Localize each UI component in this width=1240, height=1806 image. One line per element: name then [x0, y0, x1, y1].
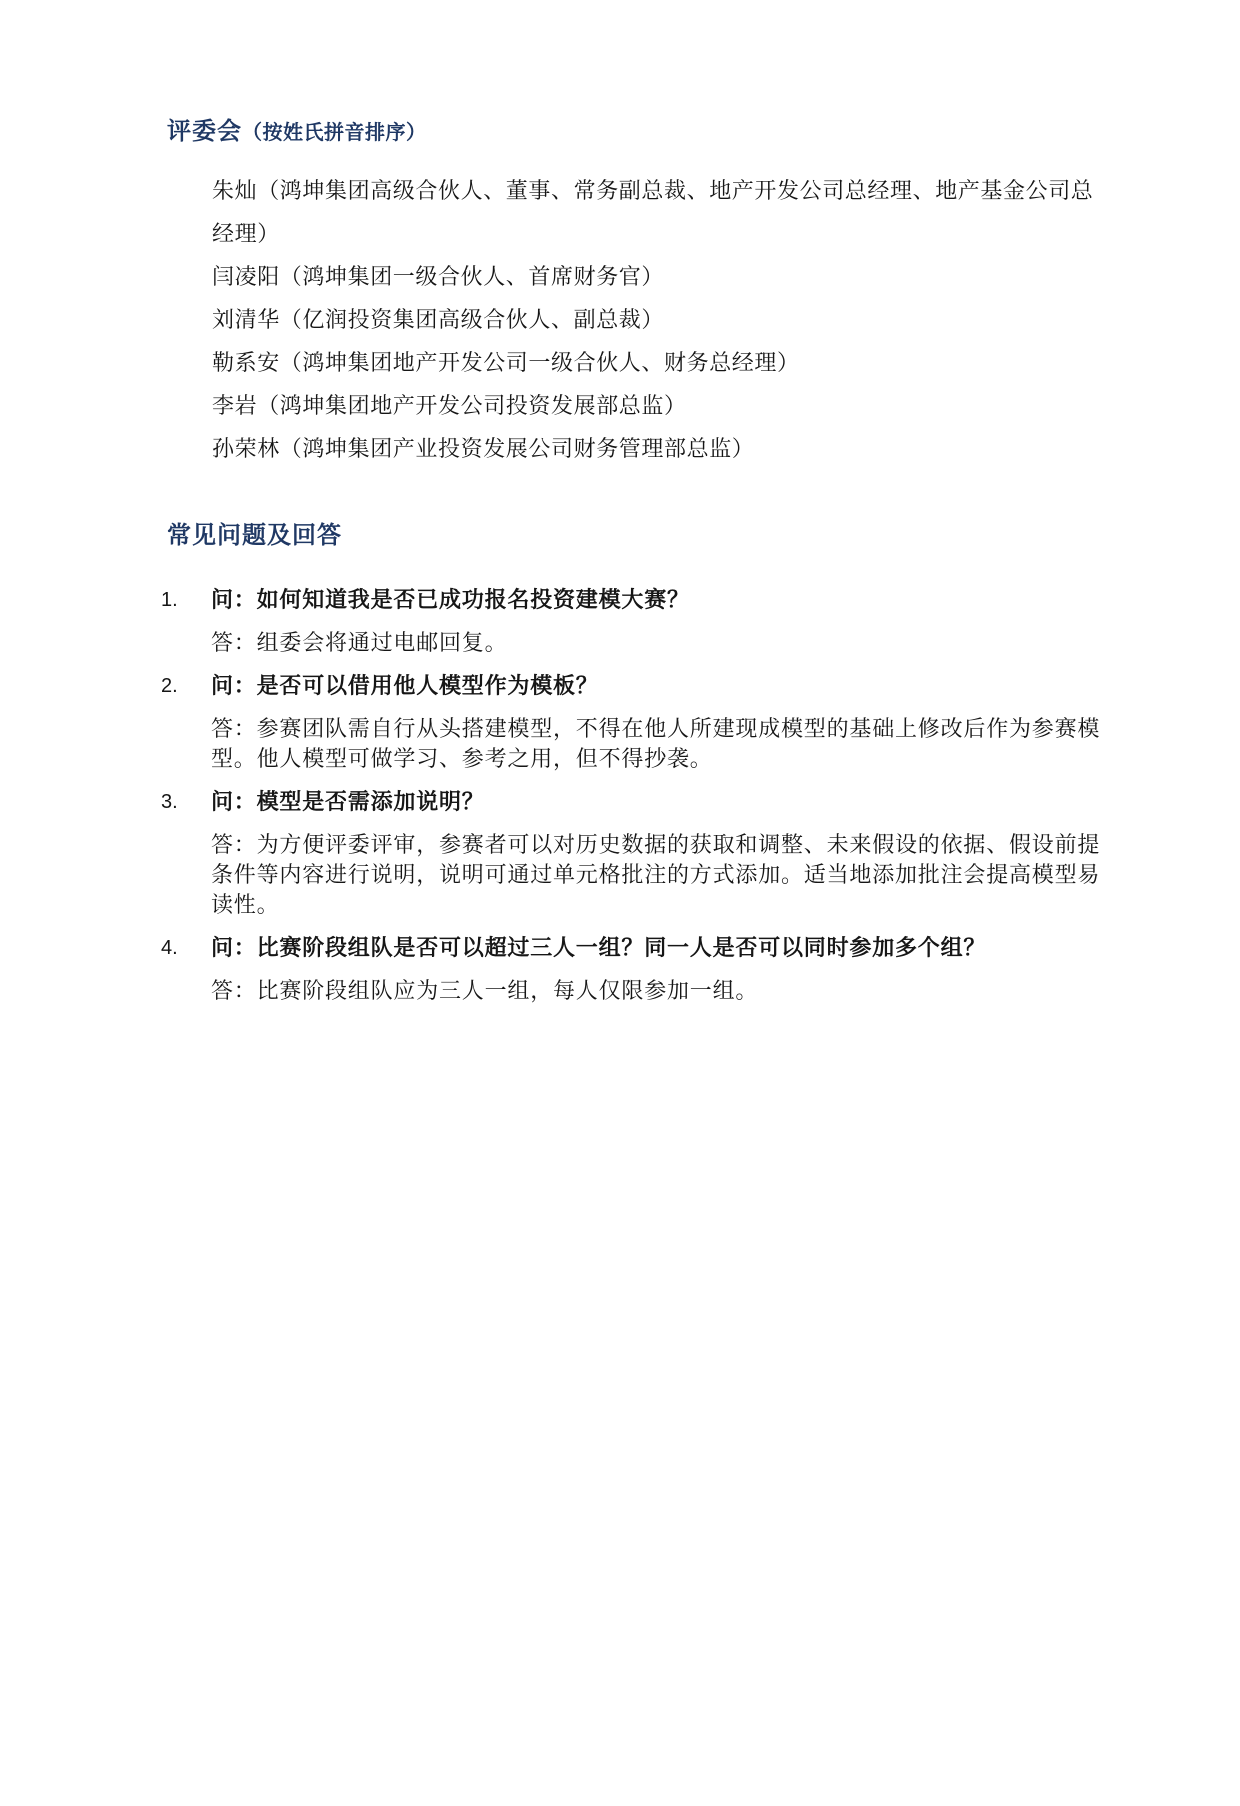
- judge-entry: 刘清华（亿润投资集团高级合伙人、副总裁）: [212, 307, 665, 332]
- faq-item: [161, 933, 1117, 1019]
- faq-item-body: [211, 933, 1111, 1019]
- judge-entry: 朱灿（鸿坤集团高级合伙人、董事、常务副总裁、地产开发公司总经理、地产基金公司总经理）: [212, 178, 1094, 246]
- faq-answer: 答：为方便评委评审，参赛者可以对历史数据的获取和调整、未来假设的依据、假设前提条件等内容进行说明，说明可通过单元格批注的方式添加。适当地添加批注会提高模型易读性。: [211, 832, 1101, 917]
- faq-section-title: 常见问题及回答: [167, 522, 342, 549]
- faq-item-number: 1.: [161, 589, 178, 611]
- faq-answer: 答：参赛团队需自行从头搭建模型，不得在他人所建现成模型的基础上修改后作为参赛模型。他人模型可做学习、参考之用，但不得抄袭。: [211, 716, 1101, 771]
- faq-list: [161, 585, 1117, 1019]
- faq-item-body: [211, 671, 1111, 787]
- faq-item-body: [211, 585, 1111, 671]
- judge-entry: 李岩（鸿坤集团地产开发公司投资发展部总监）: [212, 393, 687, 418]
- judges-title-text: 评委会: [167, 118, 242, 145]
- faq-item-number: 3.: [161, 791, 178, 813]
- faq-answer: 答：比赛阶段组队应为三人一组，每人仅限参加一组。: [211, 978, 759, 1003]
- faq-item: [161, 585, 1117, 671]
- faq-question: 问：比赛阶段组队是否可以超过三人一组？同一人是否可以同时参加多个组？: [211, 935, 987, 960]
- judges-section-title: [167, 116, 1095, 149]
- faq-question: 问：模型是否需添加说明？: [211, 789, 485, 814]
- judge-entry: 孙荣林（鸿坤集团产业投资发展公司财务管理部总监）: [212, 436, 755, 461]
- judge-entry: 勒系安（鸿坤集团地产开发公司一级合伙人、财务总经理）: [212, 350, 800, 375]
- faq-answer: 答：组委会将通过电邮回复。: [211, 630, 508, 655]
- faq-item-number: 2.: [161, 675, 178, 697]
- faq-item: [161, 787, 1117, 933]
- judges-list: [212, 169, 1102, 470]
- faq-item-body: [211, 787, 1111, 933]
- judge-entry: 闫凌阳（鸿坤集团一级合伙人、首席财务官）: [212, 264, 665, 289]
- faq-item-number: 4.: [161, 937, 178, 959]
- faq-question: 问：是否可以借用他人模型作为模板？: [211, 673, 599, 698]
- faq-item: [161, 671, 1117, 787]
- judges-title-suffix: （按姓氏拼音排序）: [242, 122, 427, 144]
- faq-question: 问：如何知道我是否已成功报名投资建模大赛？: [211, 587, 690, 612]
